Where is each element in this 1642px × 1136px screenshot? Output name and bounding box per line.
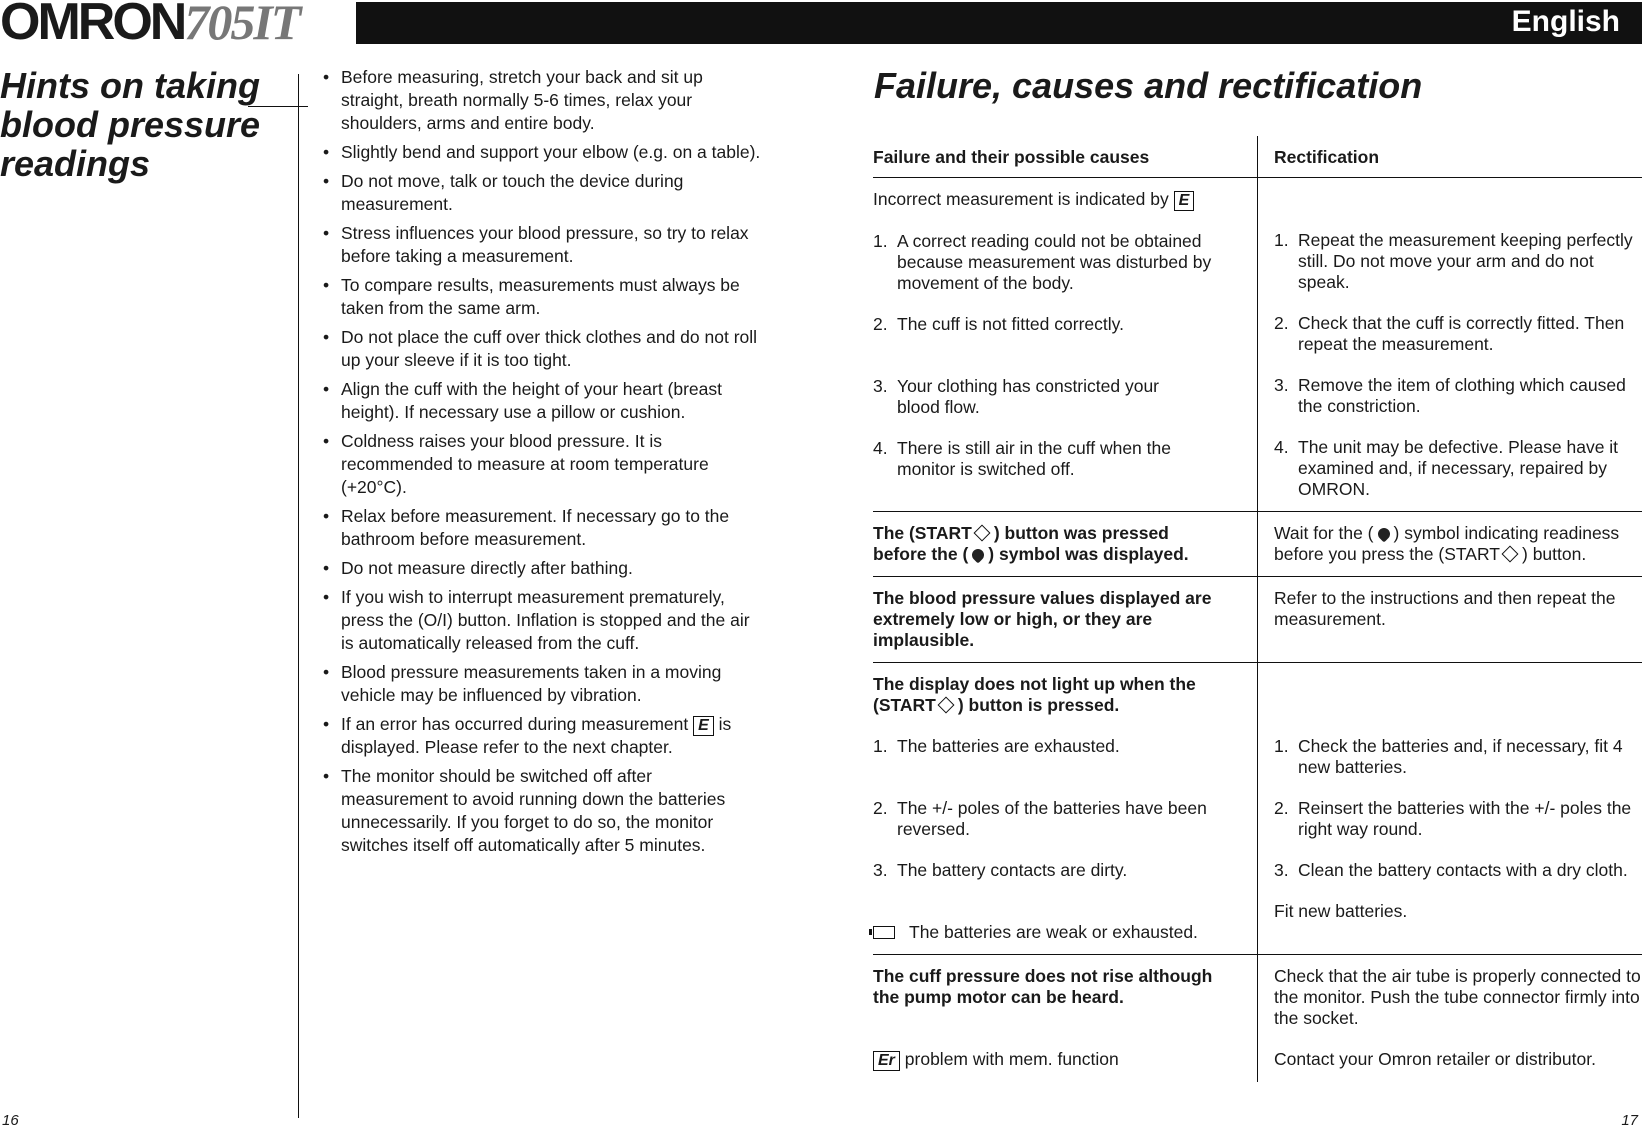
page-number-right: 17 bbox=[1621, 1112, 1638, 1129]
weak-battery-cause: The batteries are weak or exhausted. bbox=[873, 922, 1249, 943]
error-symbol: E bbox=[693, 716, 714, 736]
cause-item: 3. The battery contacts are dirty. bbox=[873, 860, 1128, 880]
fix-implausible-values: Refer to the instructions and then repeat the measurement. bbox=[1274, 588, 1616, 629]
fix-item: 1. Check the batteries and, if necessary, fit 4 new batteries. bbox=[1274, 736, 1623, 777]
cause-implausible-values: The blood pressure values displayed are extremely low or high, or they are implausible. bbox=[873, 577, 1258, 662]
fix-item: 3. Clean the battery contacts with a dry cloth. bbox=[1274, 860, 1628, 880]
hint-item: • If you wish to interrupt measurement prematurely, press the (O/I) button. Inflation is stopped and the air is automatically released from the cuff. bbox=[323, 586, 763, 655]
hint-item: • Coldness raises your blood pressure. It is recommended to measure at room temperature (+20°C). bbox=[323, 430, 763, 499]
page-number-left: 16 bbox=[2, 1112, 19, 1129]
fix-item: 3. Remove the item of clothing which caused the constriction. bbox=[1274, 375, 1626, 416]
failure-title: Failure, causes and rectification bbox=[874, 65, 1423, 106]
column-divider bbox=[298, 74, 299, 1118]
hints-list bbox=[323, 66, 763, 863]
hint-item: • Do not measure directly after bathing. bbox=[323, 557, 763, 580]
hint-item: • Do not move, talk or touch the device during measurement. bbox=[323, 170, 763, 216]
cause-item: 2. The +/- poles of the batteries have been reversed. bbox=[873, 798, 1207, 839]
table-row bbox=[873, 512, 1642, 577]
fix-item: 4. The unit may be defective. Please have it examined and, if necessary, repaired by OMRON. bbox=[1274, 437, 1619, 499]
fix-item: 2. Reinsert the batteries with the +/- poles the right way round. bbox=[1274, 798, 1632, 839]
cause-item: 1. A correct reading could not be obtained because measurement was disturbed by movement of the body. bbox=[873, 231, 1212, 293]
cause-item: 4. There is still air in the cuff when the monitor is switched off. bbox=[873, 438, 1171, 479]
table-row bbox=[873, 577, 1642, 663]
cause-mem-error: Er problem with mem. function bbox=[873, 1049, 1249, 1071]
hint-item-error: • If an error has occurred during measurement E is displayed. Please refer to the next chapter. bbox=[323, 713, 763, 759]
start-diamond-icon bbox=[937, 697, 954, 714]
title-rule bbox=[248, 106, 308, 107]
model-name: 705IT bbox=[184, 0, 300, 50]
hint-item: • To compare results, measurements must always be taken from the same arm. bbox=[323, 274, 763, 320]
hint-item: • Stress influences your blood pressure, so try to relax before taking a measurement. bbox=[323, 222, 763, 268]
fix-item: 2. Check that the cuff is correctly fitted. Then repeat the measurement. bbox=[1274, 313, 1625, 354]
hint-item: • Before measuring, stretch your back and sit up straight, breath normally 5-6 times, relax your shoulders, arms and entire body. bbox=[323, 66, 763, 135]
heart-icon bbox=[970, 547, 987, 564]
table-row bbox=[873, 178, 1642, 512]
fix-start-button: Wait for the ( ) symbol indicating readiness before you press the (START ) button. bbox=[1274, 523, 1620, 564]
hint-item: • The monitor should be switched off after measurement to avoid running down the batteries unnecessarily. If you forget to do so, the monitor switches itself off automatically after 5 minutes. bbox=[323, 765, 763, 857]
cause-item: 2. The cuff is not fitted correctly. bbox=[873, 314, 1124, 334]
hint-item: • Relax before measurement. If necessary go to the bathroom before measurement. bbox=[323, 505, 763, 551]
table-header-row bbox=[873, 136, 1642, 178]
heart-icon bbox=[1375, 526, 1392, 543]
rectification-header: Rectification bbox=[1274, 147, 1380, 167]
hint-item: • Do not place the cuff over thick clothes and do not roll up your sleeve if it is too tight. bbox=[323, 326, 763, 372]
section1-intro: Incorrect measurement is indicated by E bbox=[873, 189, 1249, 211]
table-row bbox=[873, 663, 1642, 955]
fix-cuff-pressure: Check that the air tube is properly connected to the monitor. Push the tube connector firmly into the socket. bbox=[1274, 966, 1641, 1028]
battery-icon bbox=[873, 926, 895, 939]
weak-battery-fix: Fit new batteries. bbox=[1274, 901, 1408, 921]
fix-mem-error: Contact your Omron retailer or distributor. bbox=[1274, 1049, 1596, 1069]
brand-name: OMRON bbox=[0, 0, 185, 51]
hint-item: • Blood pressure measurements taken in a moving vehicle may be influenced by vibration. bbox=[323, 661, 763, 707]
cause-item: 1. The batteries are exhausted. bbox=[873, 736, 1120, 756]
hint-item: • Align the cuff with the height of your heart (breast height). If necessary use a pillow or cushion. bbox=[323, 378, 763, 424]
header-bar bbox=[356, 2, 1642, 44]
omron-logo bbox=[0, 0, 300, 51]
hint-item: • Slightly bend and support your elbow (e.g. on a table). bbox=[323, 141, 763, 164]
cause-item: 3. Your clothing has constricted your blood flow. bbox=[873, 376, 1160, 417]
cause-start-button: The (START ) button was pressed before the ( ) symbol was displayed. bbox=[873, 512, 1258, 576]
error-symbol: E bbox=[1174, 191, 1195, 211]
section4-intro: The display does not light up when the (START ) button is pressed. bbox=[873, 674, 1196, 715]
table-row bbox=[873, 955, 1642, 1082]
causes-header: Failure and their possible causes bbox=[873, 136, 1258, 177]
hints-title: Hints on taking blood pressure readings bbox=[0, 65, 261, 184]
failure-table bbox=[873, 136, 1642, 1082]
language-label: English bbox=[1511, 5, 1620, 38]
cause-cuff-pressure: The cuff pressure does not rise although the pump motor can be heard. bbox=[873, 966, 1213, 1007]
start-diamond-icon bbox=[973, 525, 990, 542]
fix-item: 1. Repeat the measurement keeping perfectly still. Do not move your arm and do not speak. bbox=[1274, 230, 1633, 292]
start-diamond-icon bbox=[1501, 546, 1518, 563]
error-symbol: Er bbox=[873, 1051, 900, 1071]
